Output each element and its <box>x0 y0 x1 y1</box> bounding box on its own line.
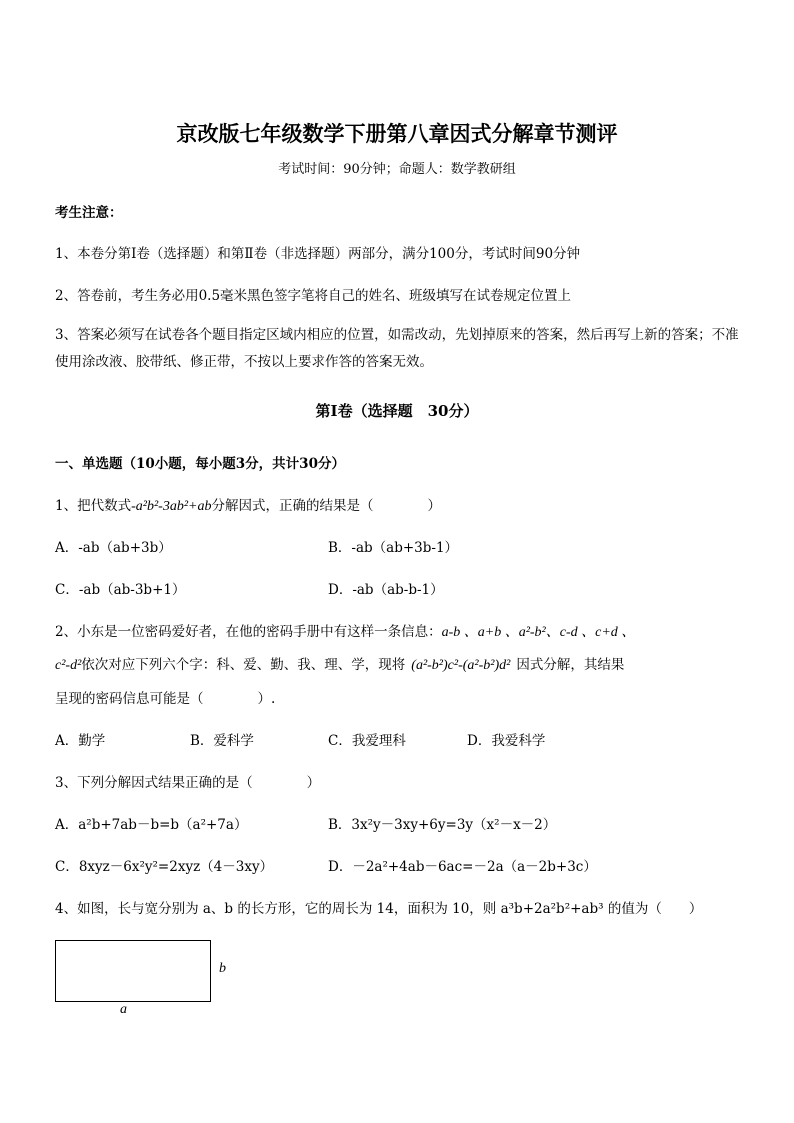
rectangle-length-label: a <box>120 1002 127 1017</box>
question-2-line-3: 呈现的密码信息可能是（ ）. <box>55 691 276 707</box>
page-title: 京改版七年级数学下册第八章因式分解章节测评 <box>176 121 618 146</box>
question-3-option-a: A．a²b+7ab－b=b（a²+7a） <box>55 817 248 833</box>
question-1-stem-pre: 1、把代数式 <box>55 498 132 514</box>
rectangle-width-label: b <box>219 961 226 976</box>
question-2-option-b: B．爱科学 <box>190 733 254 749</box>
question-2-codes: a-b 、a+b 、a²-b²、c-d 、c+d 、 <box>441 625 636 640</box>
question-2-line-2-post: 因式分解，其结果 <box>516 657 625 673</box>
question-2-line-2 <box>55 653 624 674</box>
page-subtitle: 考试时间：90分钟；命题人：数学教研组 <box>278 162 516 177</box>
question-3-stem: 3、下列分解因式结果正确的是（ ） <box>55 775 321 791</box>
question-1-option-c: C．-ab（ab-3b+1） <box>55 582 186 598</box>
notice-heading: 考生注意： <box>55 205 123 221</box>
notice-item-3: 3、答案必须写在试卷各个题目指定区域内相应的位置，如需改动，先划掉原来的答案，然后再写上新的答案；不准使用涂改液、胶带纸、修正带，不按以上要求作答的答案无效。 <box>55 327 739 370</box>
question-2-expression: (a²-b²)c²-(a²-b²)d² <box>411 658 511 673</box>
question-4-stem: 4、如图，长与宽分别为 a、b 的长方形，它的周长为 14，面积为 10，则 a³b+2a²b²+ab³ 的值为（ ） <box>55 901 703 917</box>
question-2-code-last: c²-d² <box>55 658 82 673</box>
question-1-stem <box>55 494 441 515</box>
notice-item-1: 1、本卷分第Ⅰ卷（选择题）和第Ⅱ卷（非选择题）两部分，满分100分，考试时间90分钟 <box>55 246 581 262</box>
question-3-option-d: D．－2a²+4ab－6ac=－2a（a－2b+3c） <box>328 859 597 875</box>
question-3-option-b: B．3x²y－3xy+6y=3y（x²－x－2） <box>328 817 557 833</box>
question-1-expression: -a²b²-3ab²+ab <box>131 499 212 514</box>
question-2-line-2-text: 依次对应下列六个字：科、爱、勤、我、理、学，现将 <box>81 657 406 673</box>
question-1-option-b: B．-ab（ab+3b-1） <box>328 540 459 556</box>
question-1-option-d: D．-ab（ab-b-1） <box>328 582 444 598</box>
question-2-line-1-text: 2、小东是一位密码爱好者，在他的密码手册中有这样一条信息： <box>55 624 442 640</box>
notice-item-2: 2、答卷前，考生务必用0.5毫米黑色签字笔将自己的姓名、班级填写在试卷规定位置上 <box>55 288 572 304</box>
question-1-stem-post: 分解因式，正确的结果是（ ） <box>211 498 441 514</box>
question-2-option-d: D．我爱科学 <box>467 733 546 749</box>
section-title: 第Ⅰ卷（选择题 30分） <box>315 402 479 420</box>
rectangle-figure <box>55 940 211 1002</box>
question-3-option-c: C．8xyz－6x²y²=2xyz（4－3xy） <box>55 859 274 875</box>
question-2-option-c: C．我爱理科 <box>328 733 406 749</box>
question-2-option-a: A．勤学 <box>55 733 106 749</box>
question-1-option-a: A．-ab（ab+3b） <box>55 540 172 556</box>
question-2-line-1 <box>55 620 635 641</box>
part-heading: 一、单选题（10小题，每小题3分，共计30分） <box>55 456 345 472</box>
